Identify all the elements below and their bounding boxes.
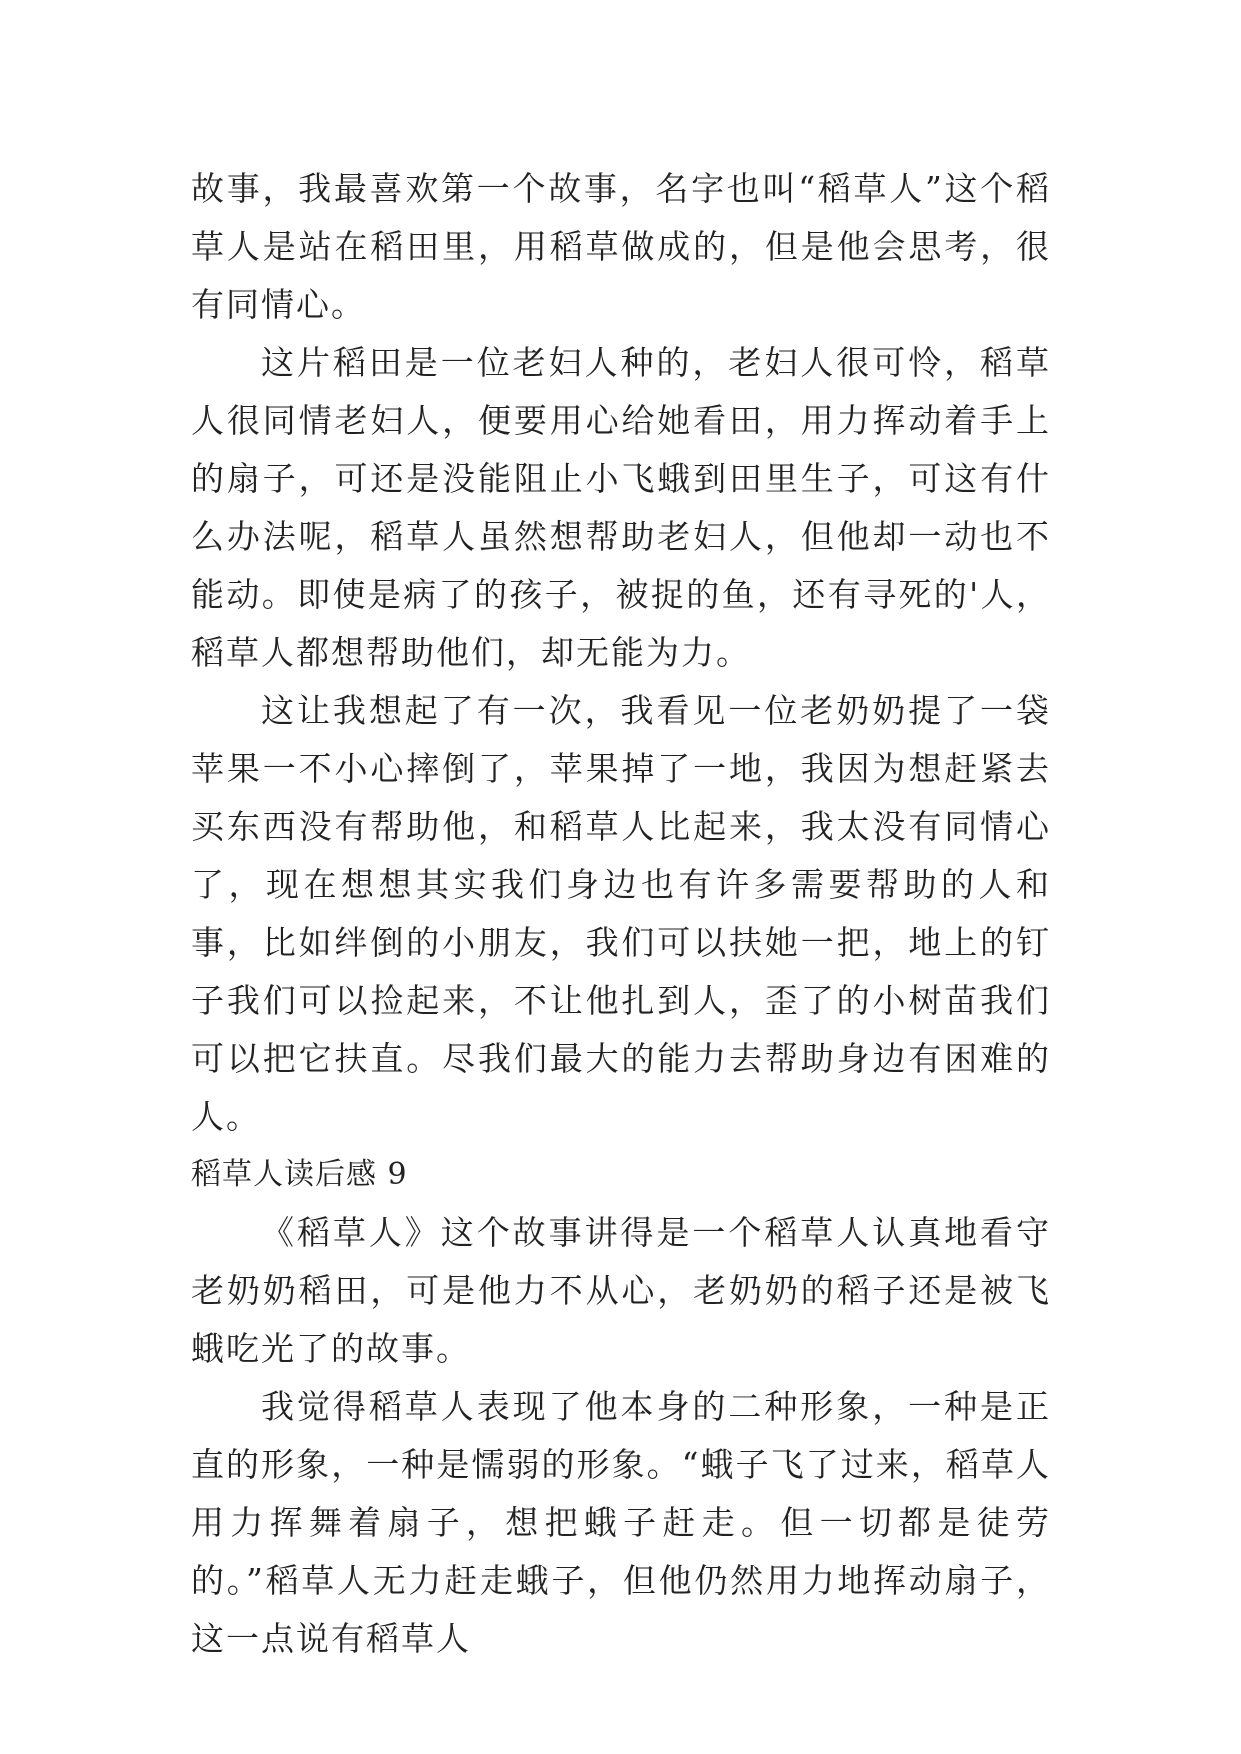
paragraph-3: 这让我想起了有一次，我看见一位老奶奶提了一袋苹果一不小心摔倒了，苹果掉了一地，我因为想赶紧去买东西没有帮助他，和稻草人比起来，我太没有同情心了，现在想想其实我们身边也有许多需要帮助的人和事，比如绊倒的小朋友，我们可以扶她一把，地上的钉子我们可以捡起来，不让他扎到人，歪了的小树苗我们可以把它扶直。尽我们最大的能力去帮助身边有困难的人。 <box>191 691 1051 1136</box>
paragraph-1: 故事，我最喜欢第一个故事，名字也叫“稻草人”这个稻草人是站在稻田里，用稻草做成的，但是他会思考，很有同情心。 <box>191 169 1051 324</box>
paragraph-2: 这片稻田是一位老妇人种的，老妇人很可怜，稻草人很同情老妇人，便要用心给她看田，用力挥动着手上的扇子，可还是没能阻止小飞蛾到田里生子，可这有什么办法呢，稻草人虽然想帮助老妇人，但他却一动也不能动。即使是病了的孩子，被捉的鱼，还有寻死的'人，稻草人都想帮助他们，却无能为力。 <box>191 343 1051 672</box>
document-body <box>191 160 1051 1668</box>
paragraph-5: 我觉得稻草人表现了他本身的二种形象，一种是正直的形象，一种是懦弱的形象。“蛾子飞了过来，稻草人用力挥舞着扇子，想把蛾子赶走。但一切都是徒劳的。”稻草人无力赶走蛾子，但他仍然用力地挥动扇子，这一点说有稻草人 <box>191 1387 1051 1658</box>
paragraph-4: 《稻草人》这个故事讲得是一个稻草人认真地看守老奶奶稻田，可是他力不从心，老奶奶的稻子还是被飞蛾吃光了的故事。 <box>191 1213 1051 1368</box>
section-heading: 稻草人读后感 9 <box>191 1157 408 1192</box>
